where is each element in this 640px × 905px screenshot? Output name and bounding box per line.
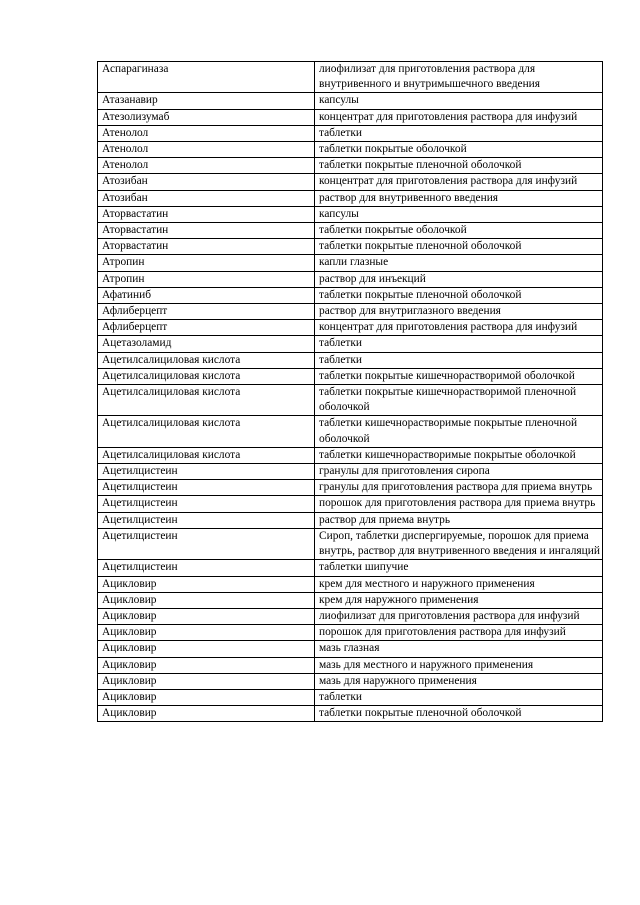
dosage-form-cell: порошок для приготовления раствора для приема внутрь [315, 496, 603, 512]
dosage-form-cell: крем для наружного применения [315, 592, 603, 608]
drug-name-cell: Атенолол [98, 142, 315, 158]
table-row [98, 608, 603, 624]
table-row [98, 480, 603, 496]
drug-name-cell: Афлиберцепт [98, 304, 315, 320]
table-row [98, 125, 603, 141]
table-row [98, 223, 603, 239]
table-row [98, 625, 603, 641]
drug-name-cell: Аторвастатин [98, 206, 315, 222]
table-row [98, 93, 603, 109]
dosage-form-cell: таблетки покрытые кишечнорастворимой оболочкой [315, 368, 603, 384]
drug-name-cell: Атропин [98, 271, 315, 287]
dosage-form-cell: раствор для инъекций [315, 271, 603, 287]
drug-name-cell: Ацетилсалициловая кислота [98, 352, 315, 368]
dosage-form-cell: порошок для приготовления раствора для инфузий [315, 625, 603, 641]
dosage-form-cell: концентрат для приготовления раствора для инфузий [315, 174, 603, 190]
table-row [98, 287, 603, 303]
table-row [98, 689, 603, 705]
drug-name-cell: Ацетилцистеин [98, 464, 315, 480]
table-row [98, 352, 603, 368]
drug-name-cell: Ацикловир [98, 673, 315, 689]
table-row [98, 206, 603, 222]
drug-name-cell: Афатиниб [98, 287, 315, 303]
table-row [98, 416, 603, 447]
dosage-form-cell: капсулы [315, 93, 603, 109]
table-row [98, 271, 603, 287]
dosage-form-cell: Сироп, таблетки диспергируемые, порошок для приема внутрь, раствор для внутривенного введения и ингаляций [315, 528, 603, 559]
drug-name-cell: Ацетилсалициловая кислота [98, 385, 315, 416]
dosage-form-cell: раствор для приема внутрь [315, 512, 603, 528]
dosage-form-cell: мазь глазная [315, 641, 603, 657]
drug-name-cell: Ацетилсалициловая кислота [98, 368, 315, 384]
table-row [98, 512, 603, 528]
dosage-form-cell: концентрат для приготовления раствора для инфузий [315, 320, 603, 336]
drug-name-cell: Афлиберцепт [98, 320, 315, 336]
drug-name-cell: Аспарагиназа [98, 62, 315, 93]
table-row [98, 142, 603, 158]
table-row [98, 641, 603, 657]
dosage-form-cell: таблетки покрытые пленочной оболочкой [315, 239, 603, 255]
table-row [98, 673, 603, 689]
dosage-form-cell: капли глазные [315, 255, 603, 271]
table-row [98, 320, 603, 336]
table-row [98, 190, 603, 206]
dosage-form-cell: таблетки [315, 125, 603, 141]
drug-name-cell: Атазанавир [98, 93, 315, 109]
table-row [98, 385, 603, 416]
dosage-form-cell: мазь для местного и наружного применения [315, 657, 603, 673]
drug-name-cell: Ацикловир [98, 608, 315, 624]
table-row [98, 576, 603, 592]
drug-name-cell: Аторвастатин [98, 239, 315, 255]
dosage-form-cell: таблетки покрытые оболочкой [315, 223, 603, 239]
table-row [98, 368, 603, 384]
table-row [98, 304, 603, 320]
table-row [98, 592, 603, 608]
table-row [98, 109, 603, 125]
dosage-form-cell: таблетки покрытые кишечнорастворимой пленочной оболочкой [315, 385, 603, 416]
dosage-form-cell: гранулы для приготовления раствора для приема внутрь [315, 480, 603, 496]
table-row [98, 158, 603, 174]
drug-name-cell: Ацетазоламид [98, 336, 315, 352]
table-row [98, 255, 603, 271]
drug-name-cell: Атропин [98, 255, 315, 271]
dosage-form-cell: таблетки покрытые оболочкой [315, 142, 603, 158]
dosage-form-cell: мазь для наружного применения [315, 673, 603, 689]
dosage-form-cell: капсулы [315, 206, 603, 222]
table-row [98, 528, 603, 559]
dosage-form-cell: лиофилизат для приготовления раствора для внутривенного и внутримышечного введения [315, 62, 603, 93]
dosage-form-cell: таблетки [315, 352, 603, 368]
dosage-form-cell: таблетки покрытые пленочной оболочкой [315, 706, 603, 722]
dosage-form-cell: таблетки покрытые пленочной оболочкой [315, 287, 603, 303]
drug-name-cell: Атенолол [98, 125, 315, 141]
dosage-form-cell: таблетки шипучие [315, 560, 603, 576]
drug-name-cell: Ацикловир [98, 592, 315, 608]
table-row [98, 657, 603, 673]
drug-name-cell: Ацикловир [98, 625, 315, 641]
dosage-form-cell: крем для местного и наружного применения [315, 576, 603, 592]
dosage-form-cell: таблетки кишечнорастворимые покрытые пленочной оболочкой [315, 416, 603, 447]
drug-name-cell: Ацикловир [98, 576, 315, 592]
drug-name-cell: Ацетилцистеин [98, 528, 315, 559]
dosage-form-cell: раствор для внутривенного введения [315, 190, 603, 206]
table-row [98, 336, 603, 352]
drug-name-cell: Ацетилцистеин [98, 560, 315, 576]
table-row [98, 464, 603, 480]
dosage-form-cell: раствор для внутриглазного введения [315, 304, 603, 320]
drug-name-cell: Ацетилсалициловая кислота [98, 416, 315, 447]
dosage-form-cell: таблетки [315, 336, 603, 352]
drug-name-cell: Ацикловир [98, 689, 315, 705]
dosage-form-cell: концентрат для приготовления раствора для инфузий [315, 109, 603, 125]
dosage-form-cell: лиофилизат для приготовления раствора для инфузий [315, 608, 603, 624]
drug-name-cell: Ацетилцистеин [98, 512, 315, 528]
drug-name-cell: Атозибан [98, 190, 315, 206]
dosage-form-cell: гранулы для приготовления сиропа [315, 464, 603, 480]
drug-forms-table [97, 61, 603, 722]
dosage-form-cell: таблетки кишечнорастворимые покрытые оболочкой [315, 447, 603, 463]
dosage-form-cell: таблетки [315, 689, 603, 705]
table-row [98, 174, 603, 190]
table-row [98, 706, 603, 722]
table-row [98, 447, 603, 463]
drug-name-cell: Ацетилцистеин [98, 480, 315, 496]
drug-name-cell: Аторвастатин [98, 223, 315, 239]
drug-forms-table-body [98, 62, 603, 722]
dosage-form-cell: таблетки покрытые пленочной оболочкой [315, 158, 603, 174]
drug-name-cell: Ацикловир [98, 657, 315, 673]
drug-name-cell: Атенолол [98, 158, 315, 174]
table-row [98, 496, 603, 512]
drug-name-cell: Атезолизумаб [98, 109, 315, 125]
drug-name-cell: Ацетилцистеин [98, 496, 315, 512]
drug-name-cell: Ацетилсалициловая кислота [98, 447, 315, 463]
drug-name-cell: Ацикловир [98, 641, 315, 657]
drug-name-cell: Атозибан [98, 174, 315, 190]
table-row [98, 560, 603, 576]
table-row [98, 239, 603, 255]
table-row [98, 62, 603, 93]
drug-name-cell: Ацикловир [98, 706, 315, 722]
